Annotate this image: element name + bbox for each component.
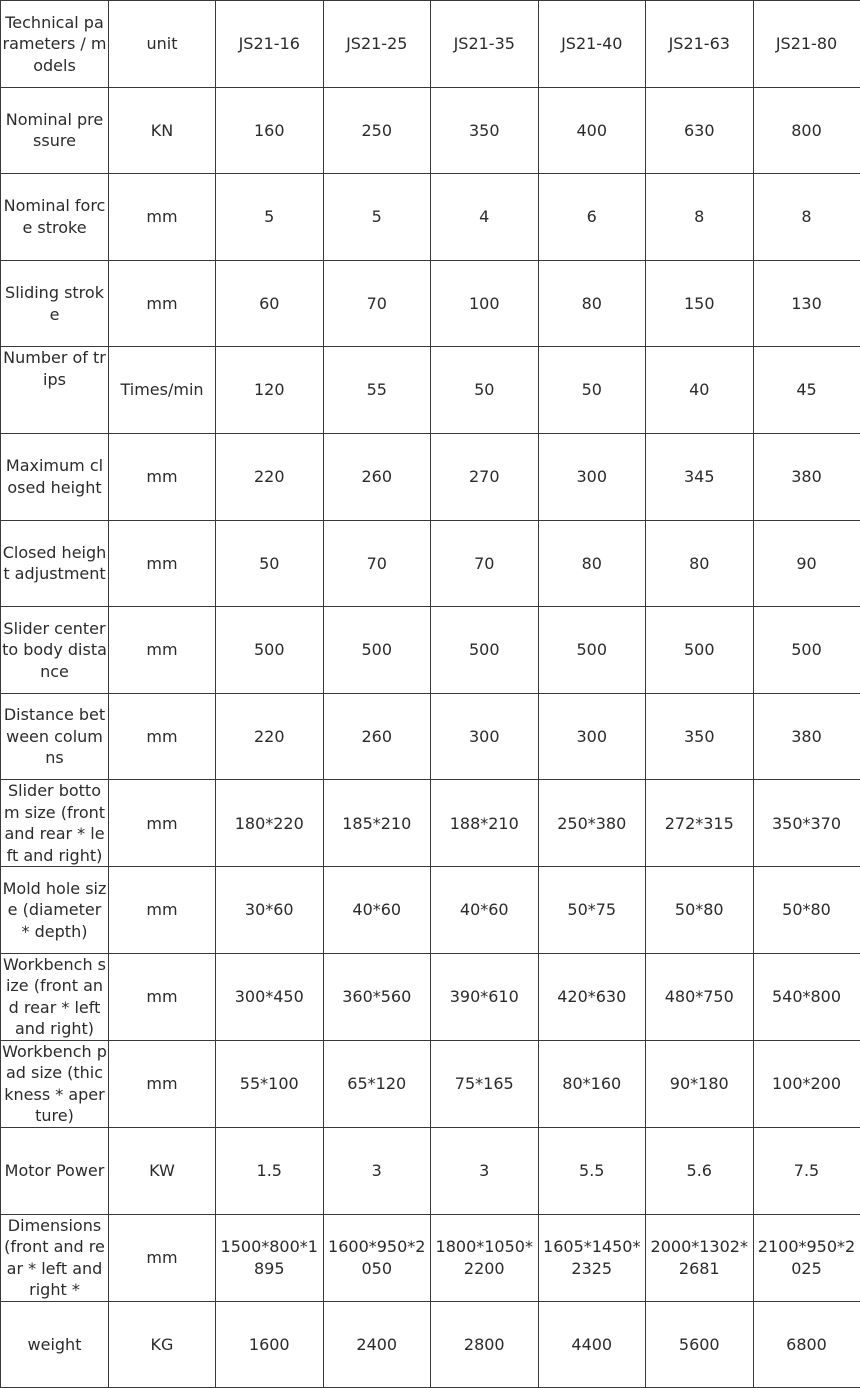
value-cell: 500: [646, 607, 754, 694]
value-cell: 540*800: [753, 953, 860, 1040]
unit-cell: mm: [109, 1214, 216, 1301]
parameter-name-cell: Sliding stroke: [1, 260, 109, 347]
value-cell: 390*610: [431, 953, 539, 1040]
value-cell: 75*165: [431, 1040, 539, 1127]
unit-cell: mm: [109, 174, 216, 261]
value-cell: 70: [323, 260, 431, 347]
header-model-cell: JS21-35: [431, 1, 539, 88]
table-row: [1, 1301, 860, 1388]
value-cell: 2100*950*2025: [753, 1214, 860, 1301]
value-cell: 8: [753, 174, 860, 261]
parameter-name-cell: Nominal pressure: [1, 87, 109, 174]
parameter-name-cell: Workbench size (front and rear * left and right): [1, 953, 109, 1040]
value-cell: 50*75: [538, 867, 646, 954]
value-cell: 5.6: [646, 1127, 754, 1214]
parameter-name-cell: Dimensions (front and rear * left and right *: [1, 1214, 109, 1301]
table-row: [1, 607, 860, 694]
value-cell: 500: [431, 607, 539, 694]
parameter-name-cell: weight: [1, 1301, 109, 1388]
unit-cell: KW: [109, 1127, 216, 1214]
header-unit-cell: unit: [109, 1, 216, 88]
value-cell: 30*60: [216, 867, 324, 954]
value-cell: 260: [323, 693, 431, 780]
value-cell: 80*160: [538, 1040, 646, 1127]
header-row: [1, 1, 860, 88]
value-cell: 80: [646, 520, 754, 607]
value-cell: 220: [216, 433, 324, 520]
table-row: [1, 1214, 860, 1301]
unit-cell: mm: [109, 1040, 216, 1127]
header-model-cell: JS21-80: [753, 1, 860, 88]
value-cell: 5.5: [538, 1127, 646, 1214]
value-cell: 4400: [538, 1301, 646, 1388]
value-cell: 65*120: [323, 1040, 431, 1127]
value-cell: 250: [323, 87, 431, 174]
table-row: [1, 347, 860, 434]
value-cell: 90*180: [646, 1040, 754, 1127]
value-cell: 300: [538, 433, 646, 520]
value-cell: 3: [323, 1127, 431, 1214]
value-cell: 270: [431, 433, 539, 520]
value-cell: 40*60: [323, 867, 431, 954]
unit-cell: Times/min: [109, 347, 216, 434]
value-cell: 50: [431, 347, 539, 434]
parameter-name-cell: Workbench pad size (thickness * aperture): [1, 1040, 109, 1127]
table-row: [1, 953, 860, 1040]
parameter-name-cell: Distance between columns: [1, 693, 109, 780]
header-model-cell: JS21-25: [323, 1, 431, 88]
value-cell: 2800: [431, 1301, 539, 1388]
parameter-name-cell: Closed height adjustment: [1, 520, 109, 607]
value-cell: 50*80: [753, 867, 860, 954]
parameter-name-cell: Motor Power: [1, 1127, 109, 1214]
unit-cell: mm: [109, 260, 216, 347]
unit-cell: KG: [109, 1301, 216, 1388]
value-cell: 100: [431, 260, 539, 347]
value-cell: 60: [216, 260, 324, 347]
table-row: [1, 174, 860, 261]
value-cell: 350: [431, 87, 539, 174]
value-cell: 420*630: [538, 953, 646, 1040]
value-cell: 55*100: [216, 1040, 324, 1127]
value-cell: 300: [538, 693, 646, 780]
value-cell: 260: [323, 433, 431, 520]
value-cell: 1605*1450*2325: [538, 1214, 646, 1301]
value-cell: 40: [646, 347, 754, 434]
unit-cell: mm: [109, 780, 216, 867]
unit-cell: mm: [109, 953, 216, 1040]
value-cell: 2400: [323, 1301, 431, 1388]
value-cell: 100*200: [753, 1040, 860, 1127]
value-cell: 5600: [646, 1301, 754, 1388]
unit-cell: mm: [109, 607, 216, 694]
value-cell: 1800*1050*2200: [431, 1214, 539, 1301]
value-cell: 188*210: [431, 780, 539, 867]
value-cell: 80: [538, 260, 646, 347]
value-cell: 50*80: [646, 867, 754, 954]
value-cell: 70: [431, 520, 539, 607]
header-model-cell: JS21-63: [646, 1, 754, 88]
value-cell: 180*220: [216, 780, 324, 867]
value-cell: 2000*1302*2681: [646, 1214, 754, 1301]
value-cell: 50: [216, 520, 324, 607]
table-row: [1, 260, 860, 347]
parameter-name-cell: Number of trips: [1, 347, 109, 434]
value-cell: 380: [753, 433, 860, 520]
value-cell: 220: [216, 693, 324, 780]
unit-cell: mm: [109, 433, 216, 520]
parameter-name-cell: Slider bottom size (front and rear * left and right): [1, 780, 109, 867]
value-cell: 6: [538, 174, 646, 261]
value-cell: 480*750: [646, 953, 754, 1040]
value-cell: 3: [431, 1127, 539, 1214]
value-cell: 90: [753, 520, 860, 607]
value-cell: 630: [646, 87, 754, 174]
value-cell: 1.5: [216, 1127, 324, 1214]
value-cell: 380: [753, 693, 860, 780]
header-model-cell: JS21-40: [538, 1, 646, 88]
header-model-cell: JS21-16: [216, 1, 324, 88]
value-cell: 50: [538, 347, 646, 434]
value-cell: 185*210: [323, 780, 431, 867]
value-cell: 5: [216, 174, 324, 261]
value-cell: 45: [753, 347, 860, 434]
value-cell: 350: [646, 693, 754, 780]
value-cell: 272*315: [646, 780, 754, 867]
table-row: [1, 693, 860, 780]
value-cell: 70: [323, 520, 431, 607]
value-cell: 1500*800*1895: [216, 1214, 324, 1301]
value-cell: 250*380: [538, 780, 646, 867]
table-row: [1, 87, 860, 174]
value-cell: 4: [431, 174, 539, 261]
value-cell: 80: [538, 520, 646, 607]
value-cell: 1600: [216, 1301, 324, 1388]
value-cell: 800: [753, 87, 860, 174]
table-row: [1, 867, 860, 954]
table-row: [1, 520, 860, 607]
parameter-name-cell: Slider center to body distance: [1, 607, 109, 694]
table-row: [1, 1040, 860, 1127]
value-cell: 120: [216, 347, 324, 434]
value-cell: 7.5: [753, 1127, 860, 1214]
value-cell: 160: [216, 87, 324, 174]
table-row: [1, 433, 860, 520]
parameter-name-cell: Nominal force stroke: [1, 174, 109, 261]
value-cell: 130: [753, 260, 860, 347]
value-cell: 500: [538, 607, 646, 694]
value-cell: 5: [323, 174, 431, 261]
unit-cell: mm: [109, 693, 216, 780]
value-cell: 500: [216, 607, 324, 694]
parameter-name-cell: Mold hole size (diameter * depth): [1, 867, 109, 954]
unit-cell: KN: [109, 87, 216, 174]
parameter-name-cell: Maximum closed height: [1, 433, 109, 520]
value-cell: 40*60: [431, 867, 539, 954]
value-cell: 1600*950*2050: [323, 1214, 431, 1301]
value-cell: 300: [431, 693, 539, 780]
value-cell: 8: [646, 174, 754, 261]
value-cell: 400: [538, 87, 646, 174]
value-cell: 500: [323, 607, 431, 694]
unit-cell: mm: [109, 520, 216, 607]
value-cell: 55: [323, 347, 431, 434]
unit-cell: mm: [109, 867, 216, 954]
table-row: [1, 1127, 860, 1214]
value-cell: 150: [646, 260, 754, 347]
value-cell: 345: [646, 433, 754, 520]
value-cell: 300*450: [216, 953, 324, 1040]
header-parameter-cell: Technical parameters / models: [1, 1, 109, 88]
table-body: [1, 1, 860, 1388]
value-cell: 6800: [753, 1301, 860, 1388]
value-cell: 350*370: [753, 780, 860, 867]
value-cell: 500: [753, 607, 860, 694]
table-row: [1, 780, 860, 867]
value-cell: 360*560: [323, 953, 431, 1040]
